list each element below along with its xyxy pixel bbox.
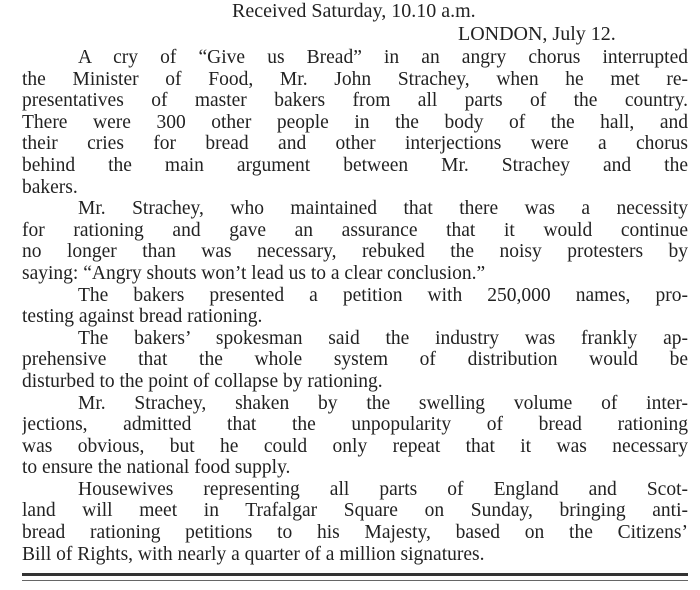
article-line: to ensure the national food supply. <box>22 457 291 479</box>
article-line: Mr. Strachey, shaken by the swelling volume of inter- <box>78 392 688 414</box>
article-line: jections, admitted that the unpopularity of bread rationing <box>22 414 688 436</box>
article-line: There were 300 other people in the body of the hall, and <box>22 111 688 133</box>
article-body <box>22 47 688 565</box>
article-line: behind the main argument between Mr. Strachey and the <box>22 154 688 176</box>
article-line: land will meet in Trafalgar Square on Sunday, bringing anti- <box>22 500 688 522</box>
article-line: presentatives of master bakers from all parts of the country. <box>22 90 688 112</box>
article-line: for rationing and gave an assurance that it would continue <box>22 219 688 241</box>
dateline: LONDON, July 12. <box>458 23 616 45</box>
article-line: disturbed to the point of collapse by rationing. <box>22 370 383 392</box>
article-line: was obvious, but he could only repeat that it was necessary <box>22 435 688 457</box>
article-line: bakers. <box>22 176 78 198</box>
article-line: The bakers presented a petition with 250,000 names, pro- <box>78 284 688 306</box>
article-line: testing against bread rationing. <box>22 306 263 328</box>
article-line: bread rationing petitions to his Majesty, based on the Citizens’ <box>22 522 688 544</box>
divider-rule-thin <box>22 580 688 581</box>
article-line: A cry of “Give us Bread” in an angry chorus interrupted <box>78 47 688 68</box>
article-line: Bill of Rights, with nearly a quarter of a million signatures. <box>22 543 485 565</box>
article-line: Mr. Strachey, who maintained that there was a necessity <box>78 198 688 220</box>
article-line: Housewives representing all parts of England and Scot- <box>78 478 688 500</box>
received-time: Received Saturday, 10.10 a.m. <box>232 0 476 22</box>
article-line: The bakers’ spokesman said the industry was frankly ap- <box>78 327 688 349</box>
article-line: no longer than was necessary, rebuked the noisy protesters by <box>22 241 688 263</box>
article-line: prehensive that the whole system of distribution would be <box>22 349 688 371</box>
article-line: their cries for bread and other interjections were a chorus <box>22 133 688 155</box>
article-line: the Minister of Food, Mr. John Strachey, when he met re- <box>22 68 688 90</box>
article-line: saying: “Angry shouts won’t lead us to a clear conclusion.” <box>22 262 486 284</box>
divider-rule <box>22 573 688 576</box>
